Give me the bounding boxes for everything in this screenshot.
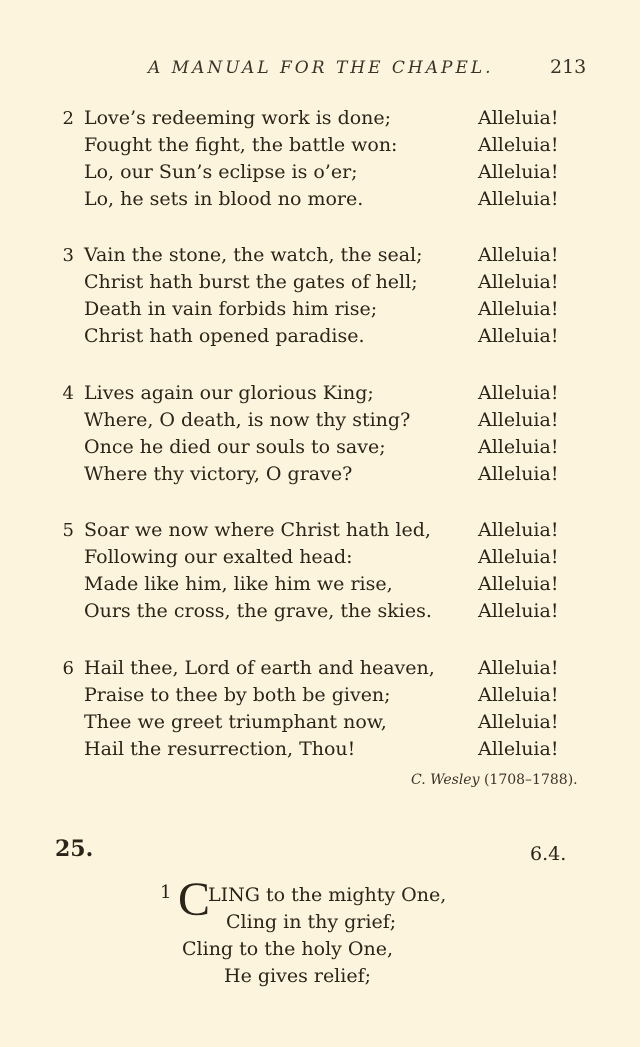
refrain: Alleluia! — [478, 271, 559, 293]
stanza-line — [0, 434, 640, 461]
drop-cap: C — [178, 873, 211, 926]
stanza-line — [0, 269, 640, 296]
refrain: Alleluia! — [478, 161, 559, 183]
stanza-line — [0, 159, 640, 186]
refrain: Alleluia! — [478, 436, 559, 458]
stanza-number: 4 — [62, 383, 74, 404]
line-text: Where, O death, is now thy sting? — [84, 409, 411, 431]
stanza-line — [0, 517, 640, 544]
refrain: Alleluia! — [478, 600, 559, 622]
line-text: Thee we greet triumphant now, — [84, 711, 387, 733]
line-text: Soar we now where Christ hath led, — [84, 519, 431, 541]
hymn-line: LING to the mighty One, — [208, 884, 447, 906]
stanza-line — [0, 736, 640, 763]
stanza-number: 2 — [62, 108, 74, 129]
refrain: Alleluia! — [478, 244, 559, 266]
refrain: Alleluia! — [478, 684, 559, 706]
refrain: Alleluia! — [478, 107, 559, 129]
refrain: Alleluia! — [478, 325, 559, 347]
author-dates: (1708–1788). — [483, 772, 578, 788]
refrain: Alleluia! — [478, 546, 559, 568]
attribution — [411, 772, 578, 788]
line-text: Love’s redeeming work is done; — [84, 107, 392, 129]
line-text: Christ hath burst the gates of hell; — [84, 271, 418, 293]
running-title: A MANUAL FOR THE CHAPEL. — [148, 58, 494, 78]
stanza-line — [0, 544, 640, 571]
line-text: Death in vain forbids him rise; — [84, 298, 378, 320]
stanza-line — [0, 296, 640, 323]
stanza-line — [0, 682, 640, 709]
stanza-line — [0, 242, 640, 269]
line-text: Where thy victory, O grave? — [84, 463, 353, 485]
line-text: Praise to thee by both be given; — [84, 684, 391, 706]
stanza-line — [0, 105, 640, 132]
line-text: Made like him, like him we rise, — [84, 573, 393, 595]
line-text: Lo, he sets in blood no more. — [84, 188, 364, 210]
refrain: Alleluia! — [478, 573, 559, 595]
line-text: Once he died our souls to save; — [84, 436, 386, 458]
stanza-line — [0, 407, 640, 434]
line-text: Hail the resurrection, Thou! — [84, 738, 356, 760]
refrain: Alleluia! — [478, 298, 559, 320]
hymn-line: Cling in thy grief; — [226, 911, 397, 933]
stanza-line — [0, 461, 640, 488]
hymn-meter: 6.4. — [530, 843, 567, 865]
author-name: C. Wesley — [411, 772, 480, 788]
refrain: Alleluia! — [478, 519, 559, 541]
refrain: Alleluia! — [478, 657, 559, 679]
stanza-line — [0, 571, 640, 598]
line-text: Vain the stone, the watch, the seal; — [84, 244, 423, 266]
line-text: Lives again our glorious King; — [84, 382, 374, 404]
refrain: Alleluia! — [478, 134, 559, 156]
line-text: Christ hath opened paradise. — [84, 325, 365, 347]
line-text: Lo, our Sun’s eclipse is o’er; — [84, 161, 358, 183]
stanza-line — [0, 132, 640, 159]
hymn-line: Cling to the holy One, — [182, 938, 394, 960]
stanza-line — [0, 709, 640, 736]
stanza-number: 3 — [62, 245, 74, 266]
stanza-line — [0, 598, 640, 625]
refrain: Alleluia! — [478, 711, 559, 733]
line-text: Ours the cross, the grave, the skies. — [84, 600, 432, 622]
line-text: Following our exalted head: — [84, 546, 353, 568]
refrain: Alleluia! — [478, 382, 559, 404]
refrain: Alleluia! — [478, 188, 559, 210]
hymn-number: 25. — [55, 836, 94, 862]
stanza-number: 1 — [160, 882, 172, 903]
stanza-line — [0, 380, 640, 407]
stanza-line — [0, 655, 640, 682]
refrain: Alleluia! — [478, 463, 559, 485]
hymn-line: He gives relief; — [224, 965, 372, 987]
stanza-line — [0, 186, 640, 213]
stanza-number: 5 — [62, 520, 74, 541]
stanza-line — [0, 323, 640, 350]
line-text: Hail thee, Lord of earth and heaven, — [84, 657, 435, 679]
refrain: Alleluia! — [478, 409, 559, 431]
stanza-number: 6 — [62, 658, 74, 679]
refrain: Alleluia! — [478, 738, 559, 760]
page-number: 213 — [550, 56, 587, 78]
line-text: Fought the fight, the battle won: — [84, 134, 398, 156]
